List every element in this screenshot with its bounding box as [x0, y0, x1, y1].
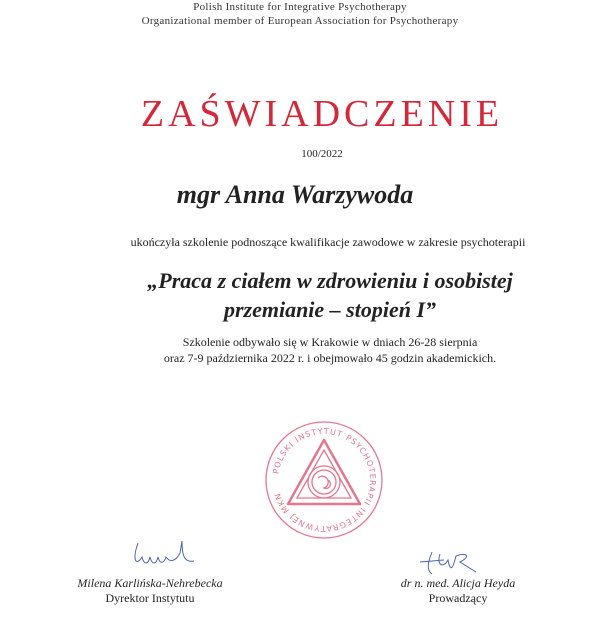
institute-name: Polish Institute for Integrative Psychotherapy [193, 1, 407, 13]
institute-seal [262, 418, 386, 542]
course-details-line1: Szkolenie odbywało się w Krakowie w dniach 26-28 sierpnia [182, 335, 478, 349]
director-role: Dyrektor Instytutu [105, 591, 195, 605]
instructor-role: Prowadzący [428, 591, 488, 605]
instructor-name: dr n. med. Alicja Heyda [400, 576, 516, 590]
course-title-line1: „Praca z ciałem w zdrowieniu i osobistej [147, 268, 513, 293]
recipient-name: mgr Anna Warzywoda [176, 180, 414, 209]
course-title-line2: przemianie – stopień I” [223, 297, 437, 322]
director-name: Milena Karlińska-Nehrebecka [77, 576, 223, 590]
instructor-signature [410, 548, 480, 578]
institute-membership: Organizational member of European Association for Psychotherapy [141, 15, 459, 27]
certificate-title: ZAŚWIADCZENIE [140, 93, 504, 135]
director-signature [130, 535, 200, 570]
course-details-line2: oraz 7-9 października 2022 r. i obejmowało 45 godzin akademickich. [163, 351, 497, 365]
certificate-number: 100/2022 [301, 148, 343, 160]
completion-statement: ukończyła szkolenie podnoszące kwalifikacje zawodowe w zakresie psychoterapii [130, 235, 526, 249]
seal-text: POLSKI INSTYTUT PSYCHOTERAPII INTEGRATYWNEJ MKN [271, 426, 378, 534]
